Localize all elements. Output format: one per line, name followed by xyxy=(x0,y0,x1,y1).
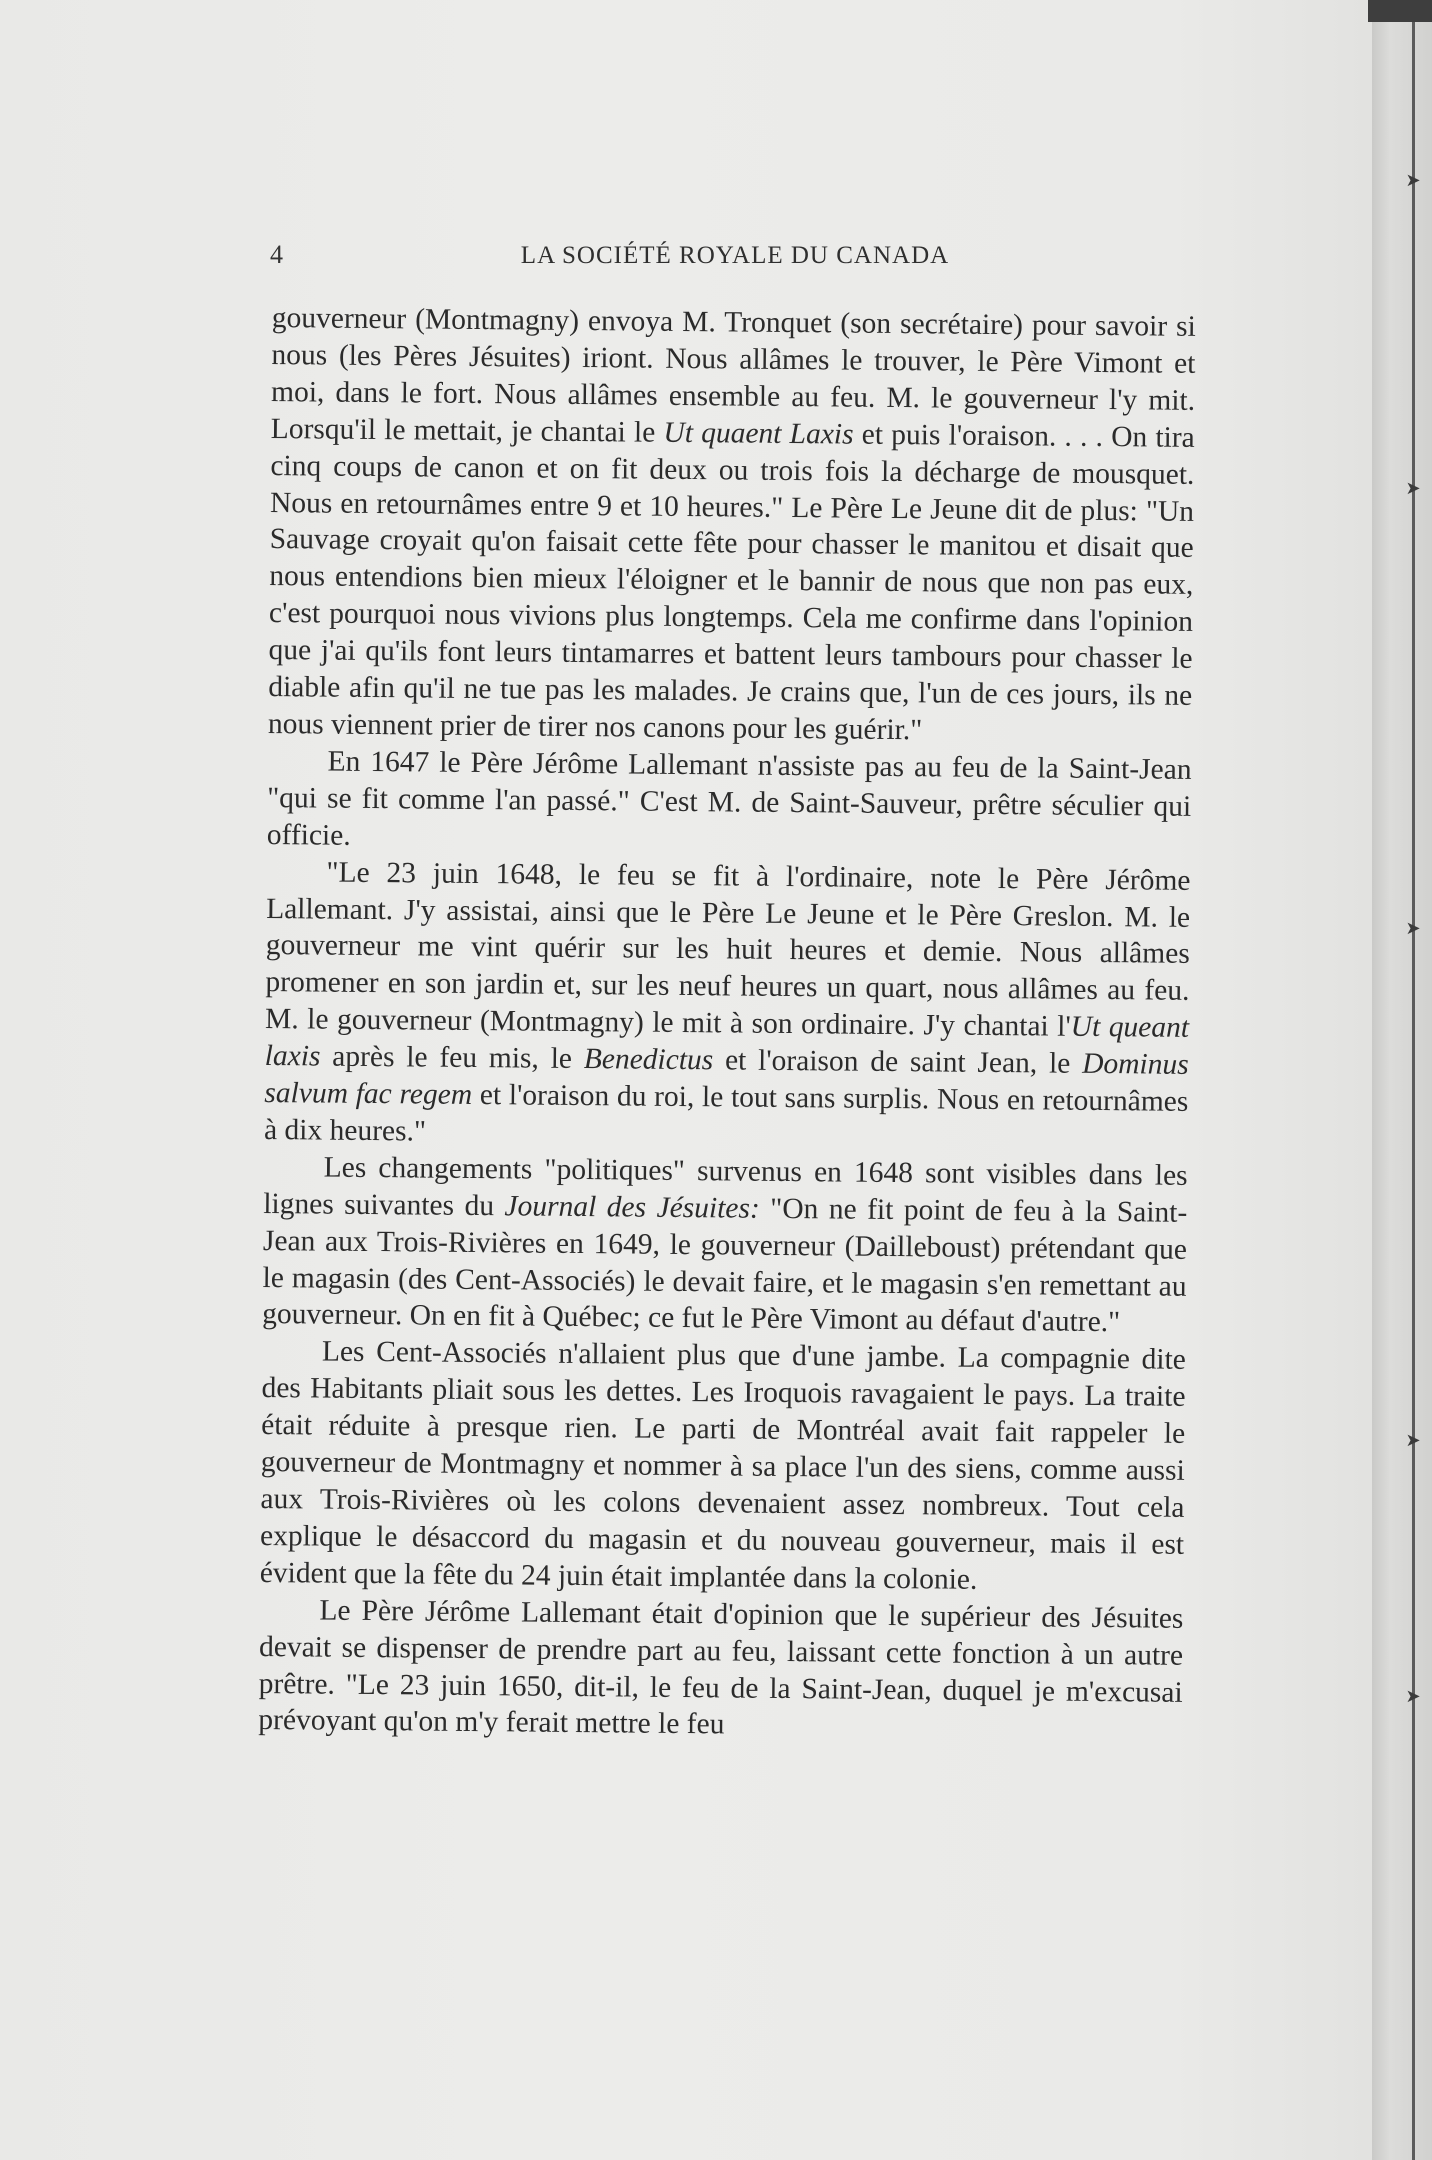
page-binding-edge xyxy=(1372,0,1432,2160)
italic-text: Ut quaent Laxis xyxy=(663,416,854,451)
text-run: Le Père Jérôme Lallemant était d'opinion que le supérieur des Jésuites devait se dispenser de prendre part au feu, laissant cette fonction à un autre prêtre. "Le 23 juin 1650, dit-il, le feu de la Saint-Jean, duquel je m'excusai prévoyant qu'on m'y ferait mettre le feu xyxy=(258,1594,1184,1741)
arrow-mark-icon: ➤ xyxy=(1405,478,1421,499)
italic-text: Ut queant laxis xyxy=(264,1010,1190,1073)
body-text xyxy=(258,300,1196,1748)
paragraph xyxy=(262,1149,1188,1342)
paragraph xyxy=(258,1592,1183,1748)
paragraph xyxy=(260,1333,1186,1600)
text-run: après le feu mis, le xyxy=(320,1040,584,1076)
text-run: et l'oraison du roi, le tout sans surplis. Nous en retournâmes à dix heures." xyxy=(263,1078,1189,1148)
paragraph xyxy=(268,300,1196,752)
text-run: Les Cent-Associés n'allaient plus que d'une jambe. La compagnie dite des Habitants pliait sous les dettes. Les Iroquois ravagaient le pays. La traite était réduite à presque rien. Le parti de Montréal avait fait rappeler le gouverneur de Montmagny et nommer à sa place l'un des siens, comme aussi aux Trois-Rivières où les colons devenaient assez nombreux. Tout cela explique le désaccord du magasin et du nouveau gouverneur, mais il est évident que la fête du 24 juin était implantée dans la colonie. xyxy=(259,1335,1187,1596)
italic-text: Benedictus xyxy=(583,1043,714,1077)
paragraph xyxy=(267,743,1192,863)
page-header xyxy=(270,240,1200,280)
text-run: et puis l'oraison. . . . On tira cinq coups de canon et on fit deux ou trois fois la décharge de mousquet. Nous en retournâmes entre 9 et 10 heures." Le Père Le Jeune dit de plus: "Un Sauvage croyait qu'on faisait cette fête pour chasser le manitou et disait que nous entendions bien mieux l'éloigner et le bannir de nous que non pas eux, c'est pourquoi nous vivions plus longtemps. Cela me confirme dans l'opinion que j'ai qu'ils font leurs tintamarres et battent leurs tambours pour chasser le diable afin qu'il ne tue pas les malades. Je crains que, l'un de ces jours, ils ne nous viennent prier de tirer nos canons pour les guérir." xyxy=(267,418,1195,747)
text-run: et l'oraison de saint Jean, le xyxy=(713,1044,1083,1080)
paragraph xyxy=(264,854,1191,1158)
text-run: "Le 23 juin 1648, le feu se fit à l'ordinaire, note le Père Jérôme Lallemant. J'y assistai, ainsi que le Père Le Jeune et le Père Greslon. M. le gouverneur me vint quérir sur les huit heures et demie. Nous allâmes promener en son jardin et, sur les neuf heures un quart, nous allâmes au feu. M. le gouverneur (Montmagny) le mit à son ordinaire. J'y chantai l' xyxy=(264,856,1191,1043)
running-title: LA SOCIÉTÉ ROYALE DU CANADA xyxy=(520,242,950,269)
arrow-mark-icon: ➤ xyxy=(1405,918,1421,939)
text-run: gouverneur (Montmagny) envoya M. Tronquet (son secrétaire) pour savoir si nous (les Pères Jésuites) iriont. Nous allâmes le trouver, le Père Vimont et moi, dans le fort. Nous allâmes ensemble au feu. M. le gouverneur l'y mit. Lorsqu'il le mettait, je chantai le xyxy=(270,301,1196,449)
text-run: Les changements "politiques" survenus en 1648 sont visibles dans les lignes suivantes du xyxy=(263,1151,1188,1223)
scan-corner-shadow xyxy=(1368,0,1432,22)
arrow-mark-icon: ➤ xyxy=(1405,170,1421,191)
arrow-mark-icon: ➤ xyxy=(1405,1430,1421,1451)
page-number: 4 xyxy=(270,240,283,269)
binding-line xyxy=(1412,0,1415,2160)
italic-text: Dominus salvum fac regem xyxy=(264,1047,1189,1111)
italic-text: Journal des Jésuites: xyxy=(504,1190,760,1225)
arrow-mark-icon: ➤ xyxy=(1405,1686,1421,1707)
text-run: "On ne fit point de feu à la Saint-Jean aux Trois-Rivières en 1649, le gouverneur (Dailleboust) prétendant que le magasin (des Cent-Associés) le devait faire, et le magasin s'en remettant au gouverneur. On en fit à Québec; ce fut le Père Vimont au défaut d'autre." xyxy=(262,1192,1188,1339)
text-run: En 1647 le Père Jérôme Lallemant n'assiste pas au feu de la Saint-Jean "qui se fit comme l'an passé." C'est M. de Saint-Sauveur, prêtre séculier qui officie. xyxy=(266,745,1192,852)
